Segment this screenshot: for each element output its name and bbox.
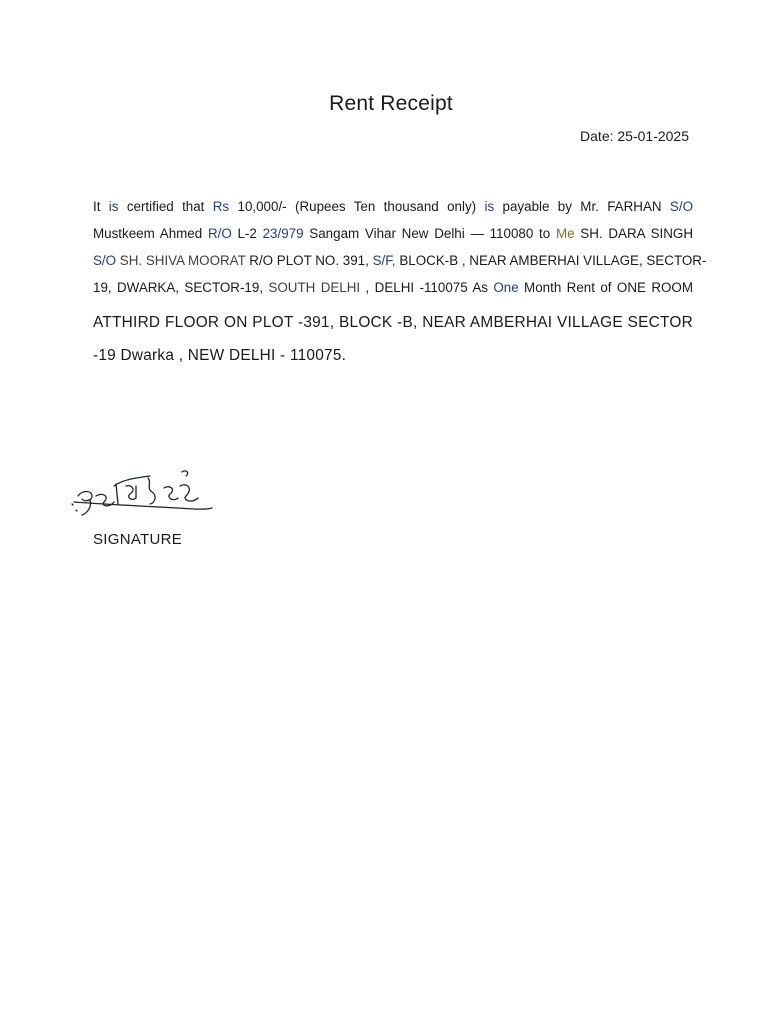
text-segment: BLOCK-B , NEAR AMBERHAI VILLAGE, SECTOR- (395, 253, 707, 268)
text-segment: is (484, 199, 495, 214)
text-segment: It (93, 199, 109, 214)
receipt-body (93, 193, 707, 372)
text-segment: R/O (207, 226, 232, 241)
body-line-3 (93, 247, 707, 274)
text-segment: One (493, 280, 519, 295)
text-segment: SOUTH DELHI (268, 280, 361, 295)
text-segment: Me (555, 226, 575, 241)
body-line-1 (93, 193, 693, 220)
text-segment: S/O (669, 199, 693, 214)
body-line-4 (93, 274, 693, 301)
text-segment: SH. SHIVA MOORAT (116, 253, 246, 268)
text-segment: payable by Mr. FARHAN (494, 199, 670, 214)
address-line-1: ATTHIRD FLOOR ON PLOT -391, BLOCK -B, NEAR AMBERHAI VILLAGE SECTOR (93, 314, 693, 331)
receipt-date: Date: 25-01-2025 (580, 128, 689, 144)
text-segment: R/O PLOT NO. 391, (245, 253, 373, 268)
body-line-2 (93, 220, 693, 247)
text-segment: is (108, 199, 119, 214)
text-segment: SH. DARA SINGH (574, 226, 693, 241)
text-segment: 10,000/- (Rupees Ten thousand only) (229, 199, 485, 214)
text-segment: S/O (93, 253, 117, 268)
text-segment: 19, DWARKA, SECTOR-19, (93, 280, 269, 295)
text-segment: 23/979 (262, 226, 304, 241)
text-segment: L-2 (231, 226, 263, 241)
receipt-title: Rent Receipt (329, 92, 453, 115)
address-line-2: -19 Dwarka , NEW DELHI - 110075. (93, 347, 347, 364)
text-segment: Mustkeem Ahmed (93, 226, 208, 241)
signature-label: SIGNATURE (93, 531, 183, 548)
text-segment: , DELHI -110075 As (360, 280, 494, 295)
text-segment: S/F, (372, 253, 396, 268)
text-segment: Sangam Vihar New Delhi — 110080 to (303, 226, 556, 241)
text-segment: Rs (212, 199, 230, 214)
text-segment: Month Rent of ONE ROOM (518, 280, 693, 295)
text-segment: certified that (118, 199, 213, 214)
handwritten-signature (70, 464, 216, 524)
